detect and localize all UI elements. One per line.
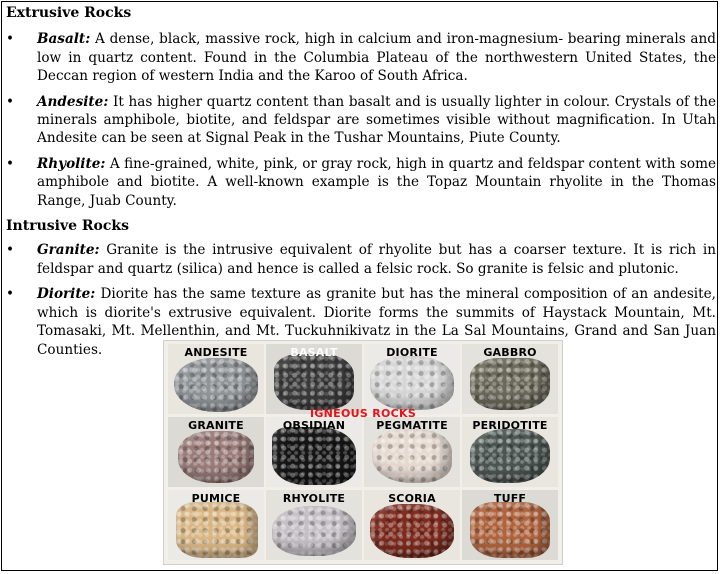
document-content — [6, 4, 716, 366]
rock-photo-basalt — [274, 354, 354, 410]
rock-tile-peridotite — [462, 417, 558, 487]
term-granite: Granite: — [37, 242, 100, 259]
rock-tile-diorite — [364, 344, 460, 414]
rock-photo-scoria — [370, 504, 454, 558]
rock-photo-pegmatite — [372, 429, 452, 483]
rock-label: DIORITE — [386, 346, 438, 359]
list-item-andesite — [6, 93, 716, 148]
rock-tile-pumice — [168, 490, 264, 560]
bullet-icon: • — [6, 155, 15, 172]
bullet-icon: • — [6, 242, 15, 259]
rock-label: PEGMATITE — [376, 419, 448, 432]
igneous-rocks-figure — [163, 340, 563, 565]
rock-photo-granite — [178, 431, 254, 483]
desc-diorite: Diorite has the same texture as granite but has the mineral composition of an andesite, which is diorite's extrusive equivalent. Diorite forms the summits of Haystack Mountain, Mt. Tomasaki, Mt. Mellenthin, and Mt. Tuckuhnikivatz in the La Sal Mountains, Grand and San Juan Counties. — [37, 286, 716, 358]
list-item-basalt — [6, 30, 716, 85]
desc-granite: Granite is the intrusive equivalent of rhyolite but has a coarser texture. It is rich in feldspar and quartz (silica) and hence is called a felsic rock. So granite is felsic and plutonic. — [37, 242, 716, 277]
rock-label: RHYOLITE — [282, 492, 346, 505]
list-item-rhyolite — [6, 155, 716, 210]
term-basalt: Basalt: — [37, 31, 91, 48]
rock-tile-granite — [168, 417, 264, 487]
rock-tile-obsidian — [266, 417, 362, 487]
rock-tile-andesite — [168, 344, 264, 414]
rock-photo-gabbro — [470, 358, 550, 410]
rock-photo-rhyolite — [272, 506, 356, 556]
term-rhyolite: Rhyolite: — [37, 155, 106, 172]
rock-label: SCORIA — [388, 492, 436, 505]
rock-photo-obsidian — [272, 427, 356, 485]
rock-photo-peridotite — [470, 429, 550, 483]
extrusive-heading: Extrusive Rocks — [6, 5, 132, 21]
rock-label: PERIDOTITE — [472, 419, 548, 432]
rock-label: BASALT — [290, 346, 338, 359]
desc-andesite: It has higher quartz content than basalt and is usually lighter in colour. Crystals of the minerals amphibole, biotite, and feldspar are sometimes visible without magnification. In Utah Andesite can be seen at Signal Peak in the Tushar Mountains, Piute County. — [37, 93, 716, 147]
rock-tile-scoria — [364, 490, 460, 560]
list-item-granite — [6, 241, 716, 278]
bullet-icon: • — [6, 286, 15, 303]
rock-label: OBSIDIAN — [282, 419, 346, 432]
bullet-icon: • — [6, 31, 15, 48]
rock-photo-tuff — [470, 502, 550, 558]
desc-basalt: A dense, black, massive rock, high in calcium and iron-magnesium- bearing minerals and low in quartz content. Found in the Columbia Plateau of the northwestern United States, the Deccan region of western India and the Karoo of South Africa. — [37, 31, 716, 85]
term-andesite: Andesite: — [37, 93, 109, 110]
rock-photo-andesite — [174, 358, 258, 412]
rock-label: ANDESITE — [184, 346, 248, 359]
rock-tile-pegmatite — [364, 417, 460, 487]
bullet-icon: • — [6, 93, 15, 110]
rock-label: TUFF — [493, 492, 527, 505]
rock-tile-tuff — [462, 490, 558, 560]
figure-title: IGNEOUS ROCKS — [309, 407, 417, 420]
rock-photo-diorite — [370, 356, 454, 410]
rock-tile-rhyolite — [266, 490, 362, 560]
rock-tile-gabbro — [462, 344, 558, 414]
desc-rhyolite: A fine-grained, white, pink, or gray rock, high in quartz and feldspar content with some amphibole and biotite. A well-known example is the Topaz Mountain rhyolite in the Thomas Range, Juab County. — [37, 155, 716, 209]
rock-label: GABBRO — [483, 346, 537, 359]
rock-photo-pumice — [176, 502, 258, 558]
rock-label: GRANITE — [188, 419, 244, 432]
intrusive-heading: Intrusive Rocks — [6, 218, 129, 235]
rock-label: PUMICE — [191, 492, 241, 505]
term-diorite: Diorite: — [37, 286, 96, 303]
rock-tile-basalt — [266, 344, 362, 414]
